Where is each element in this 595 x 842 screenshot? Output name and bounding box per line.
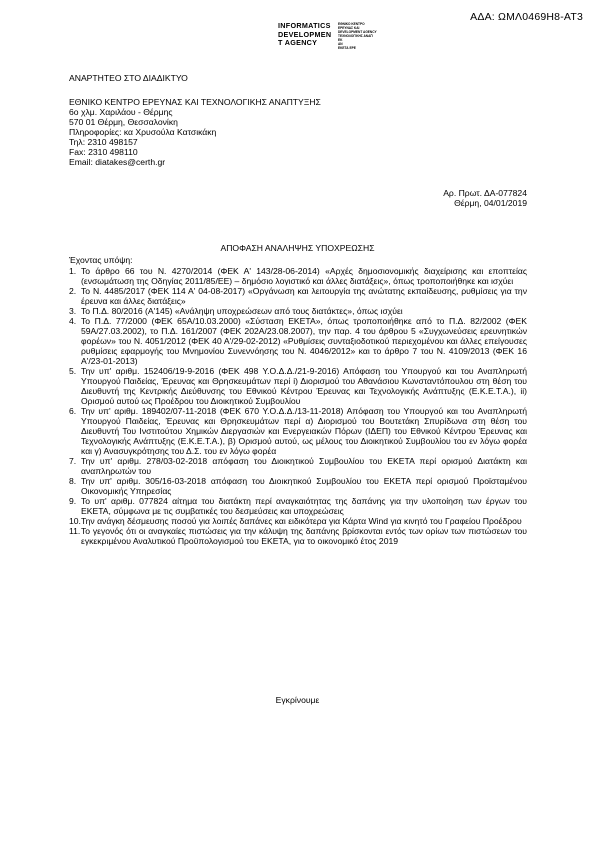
logo-small-line: ΕΚΕΤΑ ΕΡΕ: [338, 46, 356, 50]
logo-small-line: ΕΡΕΥΝΑΣ ΚΑΙ: [338, 26, 360, 30]
ada-code: ΑΔΑ: ΩΜΛ0469Η8-ΑΤ3: [470, 11, 583, 23]
item-number: 3.: [69, 306, 77, 316]
item-text: Την υπ' αριθμ. 305/16-03-2018 απόφαση του Διοικητικού Συμβουλίου του ΕΚΕΤΑ περί ορισμού Προϊσταμένου Οικονομικής Υπηρεσίας: [81, 476, 527, 496]
item-text: Την υπ' αριθμ. 189402/07-11-2018 (ΦΕΚ 670 Υ.Ο.Δ.Δ./13-11-2018) Απόφαση του Υπουργού και του Αναπληρωτή Υπουργού Παιδείας, Έρευνας και Θρησκευμάτων περί α) Διορισμού του Βουτετάκη Σπυρίδωνα στη θέση του Διευθυντή Του Ινστιτούτου Χημικών Διεργασιών και Ενεργειακών Πόρων (ΙΔΕΠ) του Εθνικού Κέντρου Έρευνας και Τεχνολογικής Ανάπτυξης (Ε.Κ.Ε.Τ.Α.), β) Ορισμού αυτού, ως μέλους του Διοικητικού Συμβουλίου του εν λόγω φορέα και γ) Ανασυγκρότησης του Δ.Σ. του εν λόγω φορέα: [81, 406, 527, 456]
item-number: 8.: [69, 476, 77, 486]
list-item: [69, 516, 527, 526]
org-block: [69, 97, 321, 167]
logo-small-line: ΤΕΧΝΟΛΟΓΙΚΗΣ ΑΝΑΠ: [338, 34, 373, 38]
item-number: 1.: [69, 266, 77, 276]
list-item: [69, 306, 527, 316]
org-fax: Fax: 2310 498110: [69, 147, 138, 157]
item-number: 6.: [69, 406, 77, 416]
item-number: 4.: [69, 316, 77, 326]
list-item: [69, 366, 527, 406]
logo-line: DEVELOPMEN: [278, 29, 332, 39]
logo-mark: [278, 22, 331, 48]
item-number: 9.: [69, 496, 77, 506]
logo: [278, 22, 378, 52]
posting-notice: ΑΝΑΡΤΗΤΕΟ ΣΤΟ ΔΙΑΔΙΚΤΥΟ: [69, 73, 188, 83]
logo-small-line: ΕΘΝΙΚΟ ΚΕΝΤΡΟ: [338, 22, 365, 26]
item-text: Την υπ' αριθμ. 278/03-02-2018 απόφαση του Διοικητικού Συμβουλίου του ΕΚΕΤΑ περί ορισμού Διατάκτη και αναπληρωτών του: [81, 456, 527, 476]
org-email[interactable]: Email: diatakes@certh.gr: [69, 157, 166, 167]
item-text: Την ανάγκη δέσμευσης ποσού για λοιπές δαπάνες και ειδικότερα για Κάρτα Wind για κινητό του Γραφείου Προέδρου: [81, 516, 522, 526]
protocol-block: [443, 188, 527, 208]
org-info: Πληροφορίες: κα Χρυσούλα Κατσικάκη: [69, 127, 217, 137]
item-text: Το άρθρο 66 του Ν. 4270/2014 (ΦΕΚ Α' 143/28-06-2014) «Αρχές δημοσιονομικής διαχείρισης και εποπτείας (ενσωμάτωση της Οδηγίας 2011/85/ΕΕ) – δημόσιο λογιστικό και άλλες διατάξεις», όπως τροποποιήθηκε και ισχύει: [81, 266, 527, 286]
logo-small-text: [338, 22, 378, 50]
item-text: Το Π.Δ. 77/2000 (ΦΕΚ 65Α/10.03.2000) «Σύσταση ΕΚΕΤΑ», όπως τροποποιήθηκε από το Π.Δ. 82/2002 (ΦΕΚ 59Α/27.03.2002), το Π.Δ. 161/2007 (ΦΕΚ 202Α/23.08.2007), την παρ. 4 του άρθρου 5 «Συγχωνεύσεις ερευνητικών φορέων» του Ν. 4051/2012 (ΦΕΚ 40 Α'/29-02-2012) «Ρυθμίσεις συνταξιοδοτικού περιεχομένου και άλλες επείγουσες ρυθμίσεις εφαρμογής του Μνημονίου Συνεννόησης του Ν. 4046/2012» και το άρθρο 7 του Ν. 4109/2013 (ΦΕΚ 16 Α'/23-01-2013): [81, 316, 527, 366]
item-text: Το γεγονός ότι οι αναγκαίες πιστώσεις για την κάλυψη της δαπάνης βρίσκονται εντός των ορίων των πιστώσεων του εγκεκριμένου Αναλυτικού Προϋπολογισμού του ΕΚΕΤΑ, για το οικονομικό έτος 2019: [81, 526, 527, 546]
list-item: [69, 406, 527, 456]
item-number: 7.: [69, 456, 77, 466]
considerations-list: [69, 255, 527, 546]
approval-statement: Εγκρίνουμε: [275, 695, 320, 705]
logo-small-line: ΑΝ: [338, 42, 343, 46]
logo-line: INFORMATICS: [278, 21, 331, 30]
protocol-date: Θέρμη, 04/01/2019: [454, 198, 527, 208]
item-text: Το Π.Δ. 80/2016 (Α'145) «Ανάληψη υποχρεώσεων από τους διατάκτες», όπως ισχύει: [81, 306, 403, 316]
item-number: 11.: [69, 526, 81, 536]
item-text: Την υπ' αριθμ. 152406/19-9-2016 (ΦΕΚ 498 Υ.Ο.Δ.Δ./21-9-2016) Απόφαση του Υπουργού και του Αναπληρωτή Υπουργού Παιδείας, Έρευνας και Θρησκευμάτων περί i) Διορισμού του Αθανάσιου Κωνσταντόπουλου στη θέση του Διευθυντή της Κεντρικής Διεύθυνσης του Εθνικού Κέντρου Έρευνας και Τεχνολογικής Ανάπτυξης (Ε.Κ.Ε.Τ.Α.), ii) Ορισμού αυτού ως Προέδρου του Διοικητικού Συμβουλίου: [81, 366, 527, 406]
org-name: ΕΘΝΙΚΟ ΚΕΝΤΡΟ ΕΡΕΥΝΑΣ ΚΑΙ ΤΕΧΝΟΛΟΓΙΚΗΣ ΑΝΑΠΤΥΞΗΣ: [69, 97, 321, 107]
list-item: [69, 526, 527, 546]
list-item: [69, 476, 527, 496]
item-number: 5.: [69, 366, 77, 376]
list-item: [69, 456, 527, 476]
item-text: Το Ν. 4485/2017 (ΦΕΚ 114 Α' 04-08-2017) «Οργάνωση και λειτουργία της ανώτατης εκπαίδευσης, ρυθμίσεις για την έρευνα και άλλες διατάξεις»: [81, 286, 527, 306]
item-number: 2.: [69, 286, 77, 296]
list-intro: Έχοντας υπόψη:: [69, 255, 133, 265]
list-item: [69, 496, 527, 516]
item-number: 10.: [69, 516, 81, 526]
list-item: [69, 316, 527, 366]
org-address-1: 6ο χλμ. Χαριλάου - Θέρμης: [69, 107, 173, 117]
item-text: Το υπ' αριθμ. 077824 αίτημα του διατάκτη περί αναγκαιότητας της δαπάνης για την υλοποίηση των έργων του ΕΚΕΤΑ, σύμφωνα με τις συμβατικές του δεσμεύσεις και υποχρεώσεις: [81, 496, 527, 516]
logo-small-line: DEVELOPMENT AGENCY: [338, 30, 377, 34]
protocol-number: Αρ. Πρωτ. ΔΑ-077824: [443, 188, 527, 198]
org-address-2: 570 01 Θέρμη, Θεσσαλονίκη: [69, 117, 178, 127]
org-tel: Τηλ: 2310 498157: [69, 137, 138, 147]
document-title: ΑΠΟΦΑΣΗ ΑΝΑΛΗΨΗΣ ΥΠΟΧΡΕΩΣΗΣ: [220, 243, 375, 253]
list-item: [69, 266, 527, 286]
list-item: [69, 286, 527, 306]
logo-small-line: ΕΚ: [338, 38, 343, 42]
logo-line: T AGENCY: [278, 38, 318, 48]
